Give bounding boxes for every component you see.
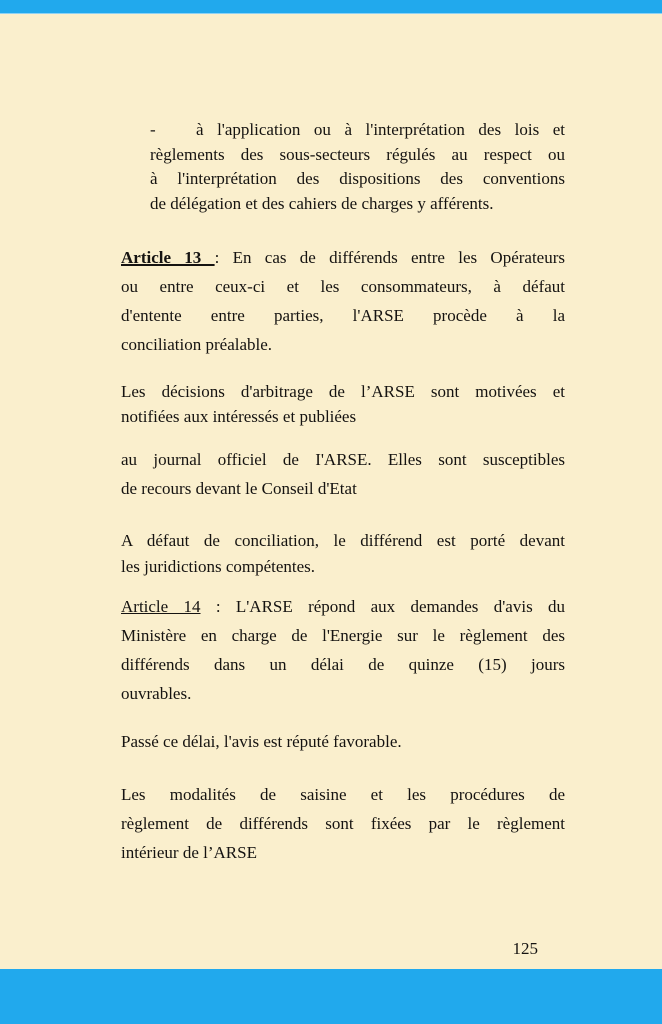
article-14-line1-text: : L'ARSE répond aux demandes d'avis du: [200, 597, 565, 616]
text-line: au journal officiel de I'ARSE. Elles sont susceptibles: [121, 450, 565, 469]
text-line: A défaut de conciliation, le différend est porté devant: [121, 531, 565, 550]
text-line: Passé ce délai, l'avis est réputé favorable.: [121, 732, 402, 751]
text-line: Les modalités de saisine et les procédures de: [121, 785, 565, 804]
page-number: 125: [512, 939, 538, 958]
paragraph-lines: [121, 445, 565, 503]
text-line: Ministère en charge de l'Energie sur le règlement des: [121, 626, 565, 645]
text-line: conciliation préalable.: [121, 335, 273, 354]
text-line: différends dans un délai de quinze (15) jours: [121, 655, 565, 674]
text-line: ouvrables.: [121, 684, 192, 703]
paragraph-lines: [121, 379, 565, 429]
bullet-wrapped-lines: [150, 143, 565, 217]
text-line: à l'interprétation des dispositions des conventions: [150, 169, 565, 188]
text-line: Les décisions d'arbitrage de l’ARSE sont motivées et: [121, 382, 565, 401]
article-13-line1-text: : En cas de différends entre les Opérateurs: [214, 248, 565, 267]
paragraph-modalites-saisine: [121, 780, 565, 867]
text-line: ou entre ceux-ci et les consommateurs, à défaut: [121, 277, 565, 296]
text-line: règlements des sous-secteurs régulés au respect ou: [150, 144, 565, 164]
article-13-wrapped-lines: [121, 272, 565, 359]
paragraph-article-14: [121, 592, 565, 708]
text-line: règlement de différends sont fixées par le règlement: [121, 814, 565, 833]
paragraph-lines: [121, 727, 565, 756]
text-line: les juridictions compétentes.: [121, 557, 316, 576]
bottom-border-bar: [0, 969, 662, 1024]
text-line: [121, 243, 565, 272]
paragraph-journal-officiel: [121, 445, 565, 503]
text-line: [121, 592, 565, 621]
article-13-label: Article 13: [121, 248, 215, 267]
text-line: [150, 118, 565, 143]
article-14-label: Article 14: [121, 597, 201, 616]
text-line: de délégation et des cahiers de charges y afférents.: [150, 193, 494, 213]
paragraph-decisions-arbitrage: [121, 379, 565, 429]
bullet-item: [150, 118, 565, 216]
bullet-dash-marker: -: [150, 120, 156, 139]
article-14-wrapped-lines: [121, 621, 565, 708]
text-line: notifiées aux intéressés et publiées: [121, 407, 357, 426]
paragraph-passe-delai: [121, 727, 565, 756]
top-border-bar: [0, 0, 662, 13]
bullet-line1-text: à l'application ou à l'interprétation des lois et: [196, 120, 565, 139]
paragraph-defaut-conciliation: [121, 528, 565, 580]
text-line: de recours devant le Conseil d'Etat: [121, 479, 357, 498]
document-page: [0, 13, 662, 969]
paragraph-lines: [121, 528, 565, 580]
text-line: d'entente entre parties, l'ARSE procède à la: [121, 306, 565, 325]
paragraph-article-13: [121, 243, 565, 359]
text-line: intérieur de l’ARSE: [121, 843, 257, 862]
paragraph-lines: [121, 780, 565, 867]
